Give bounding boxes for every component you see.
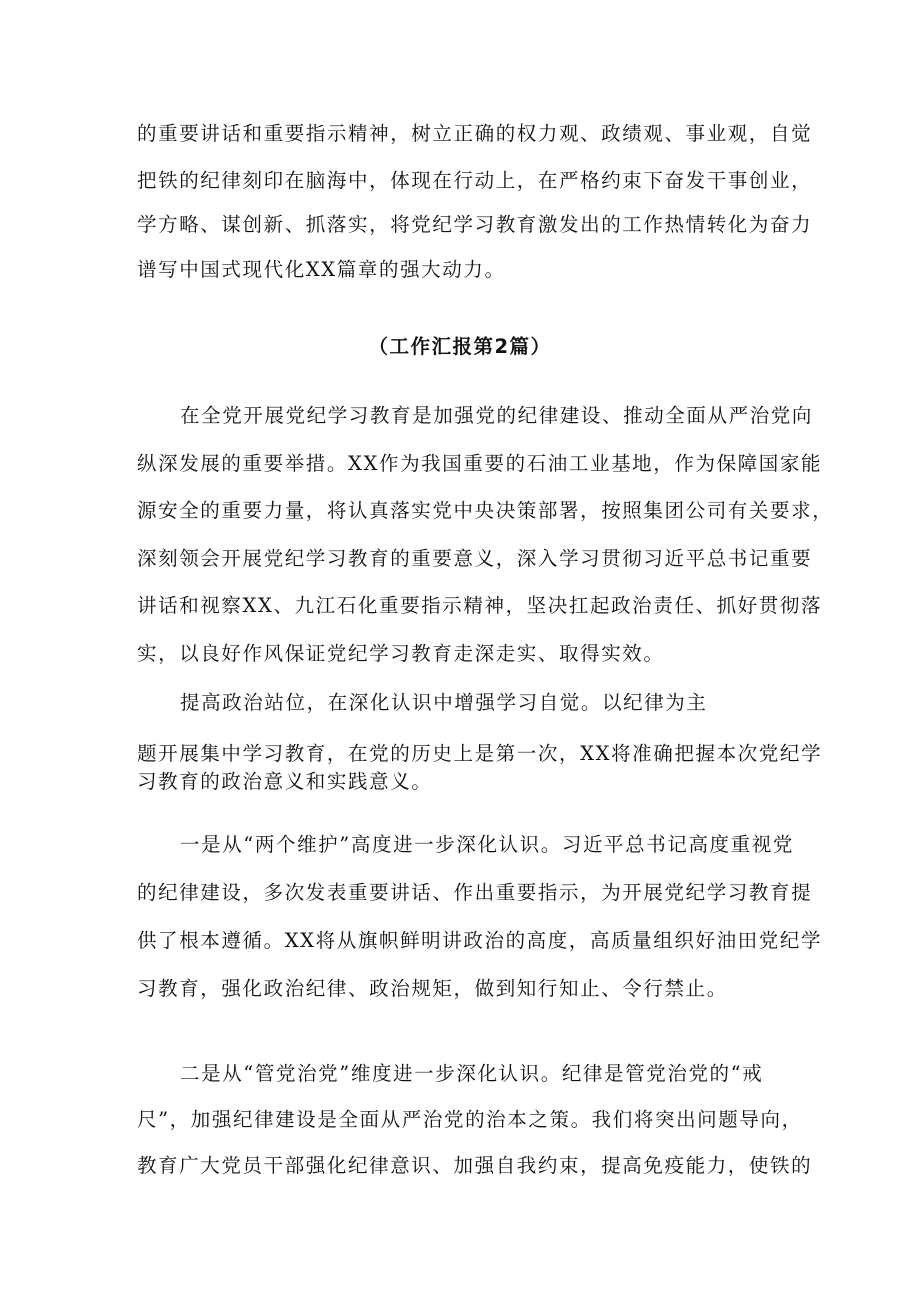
text-line: 的纪律建设，多次发表重要讲话、作出重要指示，为开展党纪学习教育提 xyxy=(137,881,813,904)
text-line: 教育广大党员干部强化纪律意识、加强自我约束，提高免疫能力，使铁的 xyxy=(137,1154,813,1177)
text-line: 实，以良好作风保证党纪学习教育走深走实、取得实效。 xyxy=(137,642,665,665)
text-line: 提高政治站位，在深化认识中增强学习自觉。以纪律为主 xyxy=(180,691,708,714)
text-line: 讲话和视察XX、九江石化重要指示精神，坚决扛起政治责任、抓好贯彻落 xyxy=(137,594,823,617)
text-line: 学方略、谋创新、抓落实，将党纪学习教育激发出的工作热情转化为奋力 xyxy=(137,213,813,236)
text-line: 的重要讲话和重要指示精神，树立正确的权力观、政绩观、事业观，自觉 xyxy=(137,122,813,145)
text-line: 题开展集中学习教育，在党的历史上是第一次，XX将准确把握本次党纪学 xyxy=(137,742,823,765)
text-line: 把铁的纪律刻印在脑海中，体现在行动上，在严格约束下奋发干事创业， xyxy=(137,169,813,192)
text-line: 深刻领会开展党纪学习教育的重要意义，深入学习贯彻习近平总书记重要 xyxy=(137,547,813,570)
text-line: 习教育的政治意义和实践意义。 xyxy=(137,770,433,793)
text-line: 谱写中国式现代化XX篇章的强大动力。 xyxy=(137,258,506,281)
section-heading: （工作汇报第2篇） xyxy=(368,335,552,358)
text-line: 尺”，加强纪律建设是全面从严治党的治本之策。我们将突出问题导向， xyxy=(137,1108,803,1131)
text-line: 供了根本遵循。XX将从旗帜鲜明讲政治的高度，高质量组织好油田党纪学 xyxy=(137,929,823,952)
text-line: 习教育，强化政治纪律、政治规矩，做到知行知止、令行禁止。 xyxy=(137,977,728,1000)
text-line: 二是从“管党治党”维度进一步深化认识。纪律是管党治党的“戒 xyxy=(180,1062,764,1085)
text-line: 纵深发展的重要举措。XX作为我国重要的石油工业基地，作为保障国家能 xyxy=(137,452,823,475)
text-line: 一是从“两个维护”高度进一步深化认识。习近平总书记高度重视党 xyxy=(180,833,794,856)
text-line: 在全党开展党纪学习教育是加强党的纪律建设、推动全面从严治党向 xyxy=(180,404,814,427)
text-line: 源安全的重要力量，将认真落实党中央决策部署，按照集团公司有关要求， xyxy=(137,499,834,522)
